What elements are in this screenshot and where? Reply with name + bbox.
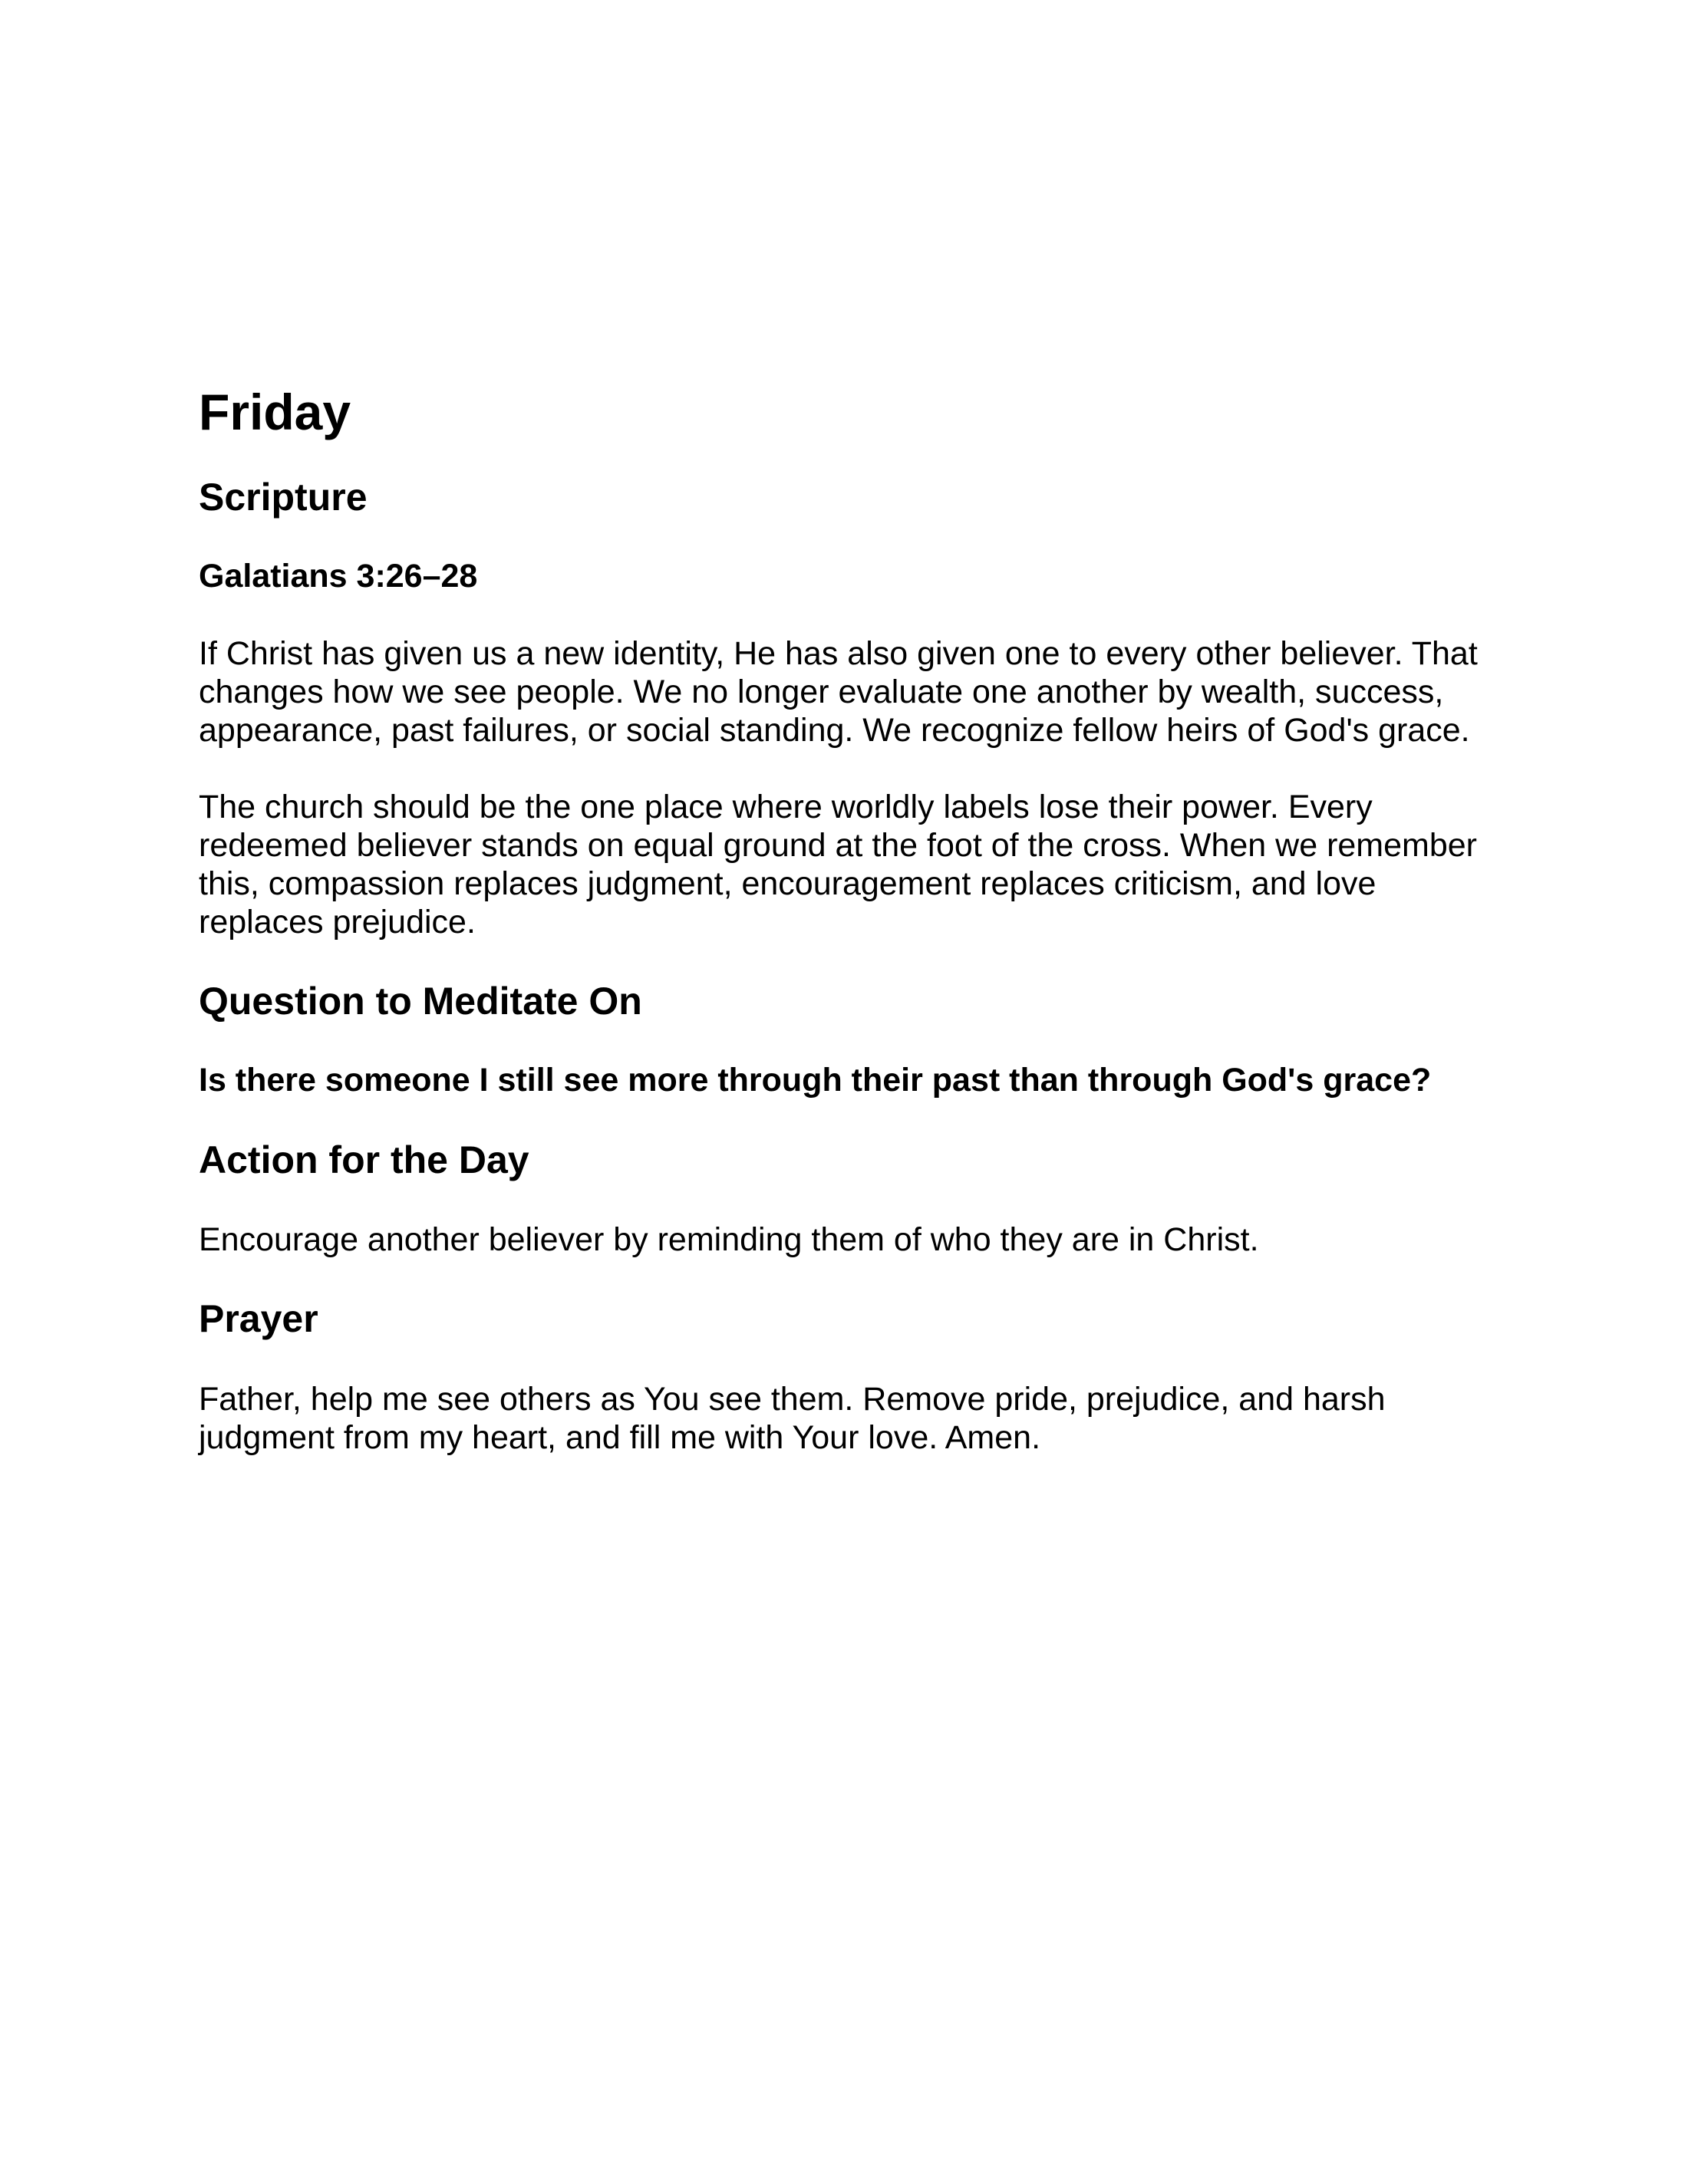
document-page [199, 384, 1503, 1495]
scripture-paragraph-2: The church should be the one place where worldly labels lose their power. Every redeemed believer stands on equal ground at the foot of the cross. When we remember this, compassion replaces judgment, encouragement replaces criticism, and love replaces prejudice. [199, 788, 1477, 940]
scripture-paragraph-1: If Christ has given us a new identity, He has also given one to every other believer. That changes how we see people. We no longer evaluate one another by wealth, success, appearance, past failures, or social standing. We recognize fellow heirs of God's grace. [199, 634, 1478, 749]
prayer-heading: Prayer [199, 1297, 318, 1341]
prayer-text: Father, help me see others as You see them. Remove pride, prejudice, and harsh judgment from my heart, and fill me with Your love. Amen. [199, 1380, 1386, 1456]
action-text: Encourage another believer by reminding them of who they are in Christ. [199, 1221, 1259, 1259]
question-text: Is there someone I still see more through their past than through God's grace? [199, 1062, 1432, 1099]
scripture-heading: Scripture [199, 475, 368, 519]
scripture-reference: Galatians 3:26–28 [199, 558, 478, 595]
scripture-section [199, 476, 1503, 941]
question-heading: Question to Meditate On [199, 979, 642, 1023]
page-title: Friday [199, 384, 351, 440]
action-section [199, 1138, 1503, 1260]
question-section [199, 980, 1503, 1100]
prayer-section [199, 1297, 1503, 1457]
action-heading: Action for the Day [199, 1138, 529, 1181]
